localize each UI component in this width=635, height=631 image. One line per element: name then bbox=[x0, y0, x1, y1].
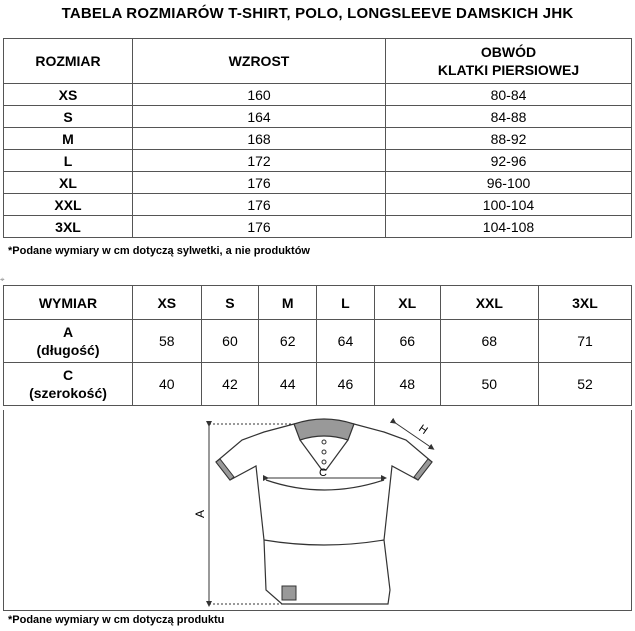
table-row bbox=[4, 106, 632, 128]
chest-cell: 100-104 bbox=[386, 194, 632, 216]
table-row bbox=[4, 216, 632, 238]
value-cell: 42 bbox=[201, 363, 259, 406]
anchor-marker: ⌖ bbox=[0, 275, 5, 284]
dimension-label bbox=[4, 320, 133, 363]
size-cell: M bbox=[4, 128, 133, 150]
value-cell: 64 bbox=[317, 320, 375, 363]
value-cell: 46 bbox=[317, 363, 375, 406]
sleeve-label: H bbox=[416, 422, 430, 438]
col-header-size: ROZMIAR bbox=[4, 39, 133, 84]
size-table bbox=[3, 38, 632, 238]
chest-cell: 88-92 bbox=[386, 128, 632, 150]
value-cell: 60 bbox=[201, 320, 259, 363]
garment-measurements-note: *Podane wymiary w cm dotyczą produktu bbox=[8, 614, 225, 626]
width-label: C bbox=[319, 467, 327, 479]
chest-cell: 104-108 bbox=[386, 216, 632, 238]
height-cell: 176 bbox=[133, 172, 386, 194]
col-header-chest-line2: KLATKI PIERSIOWEJ bbox=[437, 62, 580, 78]
table-row bbox=[4, 194, 632, 216]
col-header-chest bbox=[386, 39, 632, 84]
value-cell: 50 bbox=[440, 363, 538, 406]
col-header-m: M bbox=[259, 286, 317, 320]
col-header-xxl: XXL bbox=[440, 286, 538, 320]
body-measurements-note: *Podane wymiary w cm dotyczą sylwetki, a nie produktów bbox=[8, 245, 310, 257]
size-cell: S bbox=[4, 106, 133, 128]
page-title: TABELA ROZMIARÓW T-SHIRT, POLO, LONGSLEEVE DAMSKICH JHK bbox=[61, 5, 574, 22]
size-cell: XXL bbox=[4, 194, 133, 216]
chest-cell: 80-84 bbox=[386, 84, 632, 106]
col-header-xs: XS bbox=[133, 286, 202, 320]
value-cell: 68 bbox=[440, 320, 538, 363]
dimension-name: (szerokość) bbox=[29, 385, 107, 401]
value-cell: 66 bbox=[374, 320, 440, 363]
height-cell: 160 bbox=[133, 84, 386, 106]
garment-dimensions-table bbox=[3, 285, 632, 406]
value-cell: 48 bbox=[374, 363, 440, 406]
table-row bbox=[4, 363, 632, 406]
button bbox=[322, 440, 326, 444]
height-cell: 176 bbox=[133, 216, 386, 238]
table-row bbox=[4, 150, 632, 172]
value-cell: 44 bbox=[259, 363, 317, 406]
height-cell: 172 bbox=[133, 150, 386, 172]
size-cell: L bbox=[4, 150, 133, 172]
height-cell: 164 bbox=[133, 106, 386, 128]
chest-cell: 84-88 bbox=[386, 106, 632, 128]
dimension-letter: A bbox=[62, 324, 74, 340]
col-header-l: L bbox=[317, 286, 375, 320]
col-header-chest-line1: OBWÓD bbox=[480, 44, 537, 60]
table-row bbox=[4, 128, 632, 150]
value-cell: 71 bbox=[538, 320, 631, 363]
col-header-xl: XL bbox=[374, 286, 440, 320]
value-cell: 40 bbox=[133, 363, 202, 406]
polo-diagram-panel bbox=[3, 410, 632, 611]
button bbox=[322, 460, 326, 464]
value-cell: 52 bbox=[538, 363, 631, 406]
dimension-label bbox=[4, 363, 133, 406]
height-cell: 176 bbox=[133, 194, 386, 216]
size-cell: 3XL bbox=[4, 216, 133, 238]
size-cell: XS bbox=[4, 84, 133, 106]
chest-cell: 92-96 bbox=[386, 150, 632, 172]
height-cell: 168 bbox=[133, 128, 386, 150]
col-header-s: S bbox=[201, 286, 259, 320]
value-cell: 58 bbox=[133, 320, 202, 363]
button bbox=[322, 450, 326, 454]
col-header-height: WZROST bbox=[133, 39, 386, 84]
dimension-name: (długość) bbox=[36, 342, 100, 358]
table-row bbox=[4, 172, 632, 194]
polo-shirt-diagram bbox=[4, 410, 631, 610]
table-row bbox=[4, 84, 632, 106]
chest-cell: 96-100 bbox=[386, 172, 632, 194]
col-header-dimension: WYMIAR bbox=[4, 286, 133, 320]
table-row bbox=[4, 320, 632, 363]
hem-patch bbox=[282, 586, 296, 600]
size-cell: XL bbox=[4, 172, 133, 194]
dimension-letter: C bbox=[62, 367, 74, 383]
col-header-3xl: 3XL bbox=[538, 286, 631, 320]
length-label: A bbox=[193, 509, 207, 518]
value-cell: 62 bbox=[259, 320, 317, 363]
